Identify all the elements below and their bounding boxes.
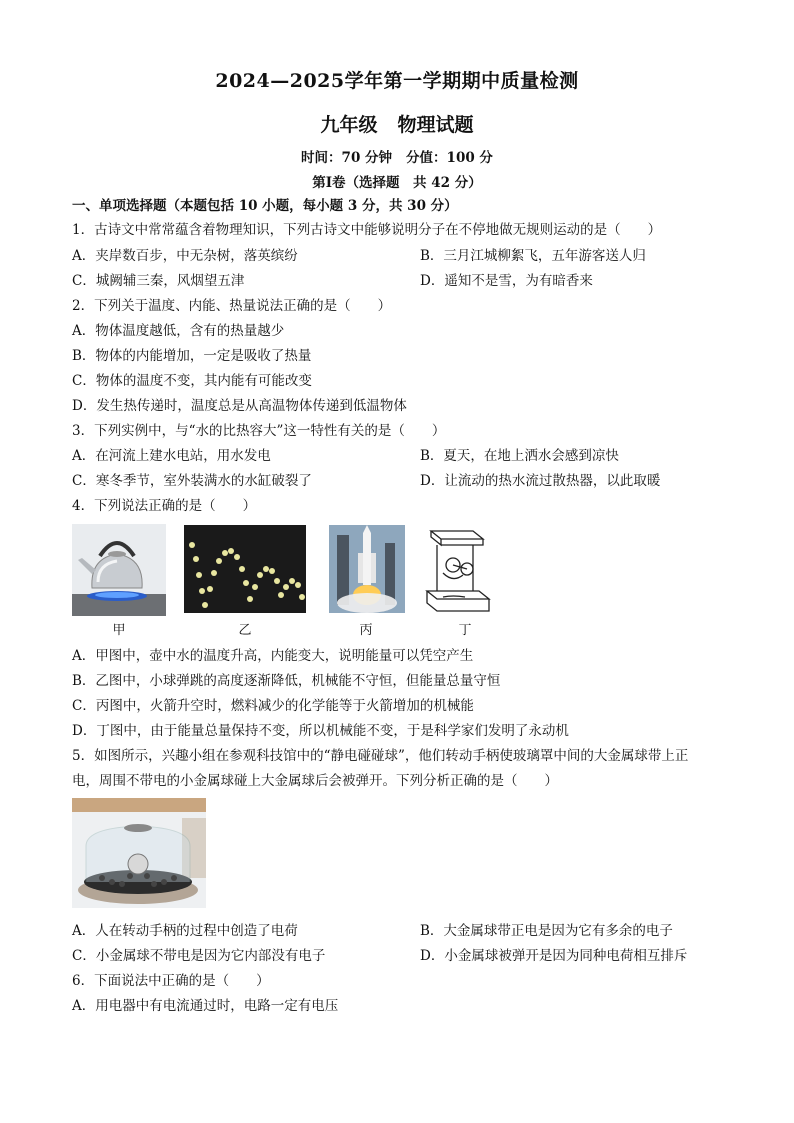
q1-option-d: D．遥知不是雪，为有暗香来 (420, 273, 593, 289)
q3-option-d: D．让流动的热水流过散热器，以此取暖 (420, 473, 661, 489)
rocket-launch-figure (329, 525, 405, 613)
q1-option-c: C．城阙辅三秦，风烟望五津 (72, 273, 245, 289)
time-label: 时间：70 分钟 (301, 150, 393, 166)
q6-stem: 6．下面说法中正确的是（ ） (72, 973, 270, 989)
caption-yi: 乙 (238, 623, 252, 638)
q5-option-b: B．大金属球带正电是因为它有多余的电子 (420, 923, 673, 939)
q1-option-a: A．夹岸数百步，中无杂树，落英缤纷 (72, 248, 298, 264)
exam-subtitle (0, 110, 794, 137)
q2-option-b: B．物体的内能增加，一定是吸收了热量 (72, 348, 312, 364)
q6-option-a: A．用电器中有电流通过时，电路一定有电压 (72, 998, 339, 1014)
q2-stem: 2．下列关于温度、内能、热量说法正确的是（ ） (72, 298, 392, 314)
q4-stem: 4．下列说法正确的是（ ） (72, 498, 257, 514)
q3-option-c: C．寒冬季节，室外装满水的水缸破裂了 (72, 473, 312, 489)
q3-stem: 3．下列实例中，与“水的比热容大”这一特性有关的是（ ） (72, 423, 446, 439)
perpetual-motion-figure (423, 525, 497, 615)
q3-option-a: A．在河流上建水电站，用水发电 (72, 448, 271, 464)
exam-title: 2024—2025学年第一学期期中质量检测 (215, 70, 579, 92)
q2-option-c: C．物体的温度不变，其内能有可能改变 (72, 373, 312, 389)
caption-bing: 丙 (359, 623, 373, 638)
exam-meta (0, 146, 794, 166)
q4-option-a: A．甲图中，壶中水的温度升高，内能变大，说明能量可以凭空产生 (72, 648, 474, 664)
bouncing-ball-figure (184, 525, 306, 613)
q5-stem-line2: 电，周围不带电的小金属球碰上大金属球后会被弹开。下列分析正确的是（ ） (72, 773, 558, 789)
q1-option-b: B．三月江城柳絮飞，五年游客送人归 (420, 248, 646, 264)
q5-option-d: D．小金属球被弹开是因为同种电荷相互排斥 (420, 948, 688, 964)
subject-label: 物理试题 (397, 114, 474, 136)
grade-label: 九年级 (320, 114, 378, 136)
q5-option-a: A．人在转动手柄的过程中创造了电荷 (72, 923, 298, 939)
q4-option-b: B．乙图中，小球弹跳的高度逐渐降低，机械能不守恒，但能量总量守恒 (72, 673, 501, 689)
part-heading: 第Ⅰ卷（选择题 共 42 分） (312, 175, 482, 191)
q2-option-d: D．发生热传递时，温度总是从高温物体传递到低温物体 (72, 398, 407, 414)
caption-jia: 甲 (112, 623, 126, 638)
score-label: 分值：100 分 (406, 150, 493, 166)
q4-option-d: D．丁图中，由于能量总量保持不变，所以机械能不变，于是科学家们发明了永动机 (72, 723, 569, 739)
q1-stem: 1．古诗文中常常蕴含着物理知识，下列古诗文中能够说明分子在不停地做无规则运动的是（ ） (72, 222, 662, 238)
q3-option-b: B．夏天，在地上洒水会感到凉快 (420, 448, 619, 464)
caption-ding: 丁 (458, 623, 472, 638)
electrostatic-dome-figure (72, 798, 206, 908)
q4-option-c: C．丙图中，火箭升空时，燃料减少的化学能等于火箭增加的机械能 (72, 698, 474, 714)
q5-option-c: C．小金属球不带电是因为它内部没有电子 (72, 948, 326, 964)
kettle-figure (72, 524, 166, 616)
q2-option-a: A．物体温度越低，含有的热量越少 (72, 323, 285, 339)
q5-stem-line1: 5．如图所示，兴趣小组在参观科技馆中的“静电碰碰球”，他们转动手柄使玻璃罩中间的大金属球带上正 (72, 748, 689, 764)
section-heading: 一、单项选择题（本题包括 10 小题，每小题 3 分，共 30 分） (72, 198, 458, 214)
